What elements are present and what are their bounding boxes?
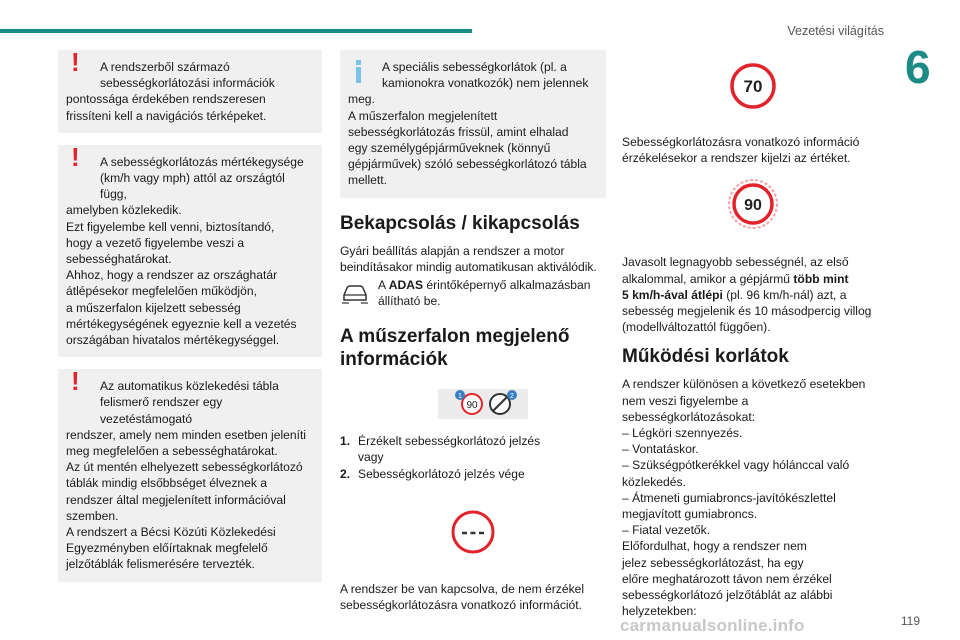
warning-note-3: ! Az automatikus közlekedési tábla felismerő rendszer egy vezetéstámogató rendszer, amely nem minden esetben jeleníti meg megfelelően a sebességhatárokat. Az út mentén elhelyezett sebességkorlátozó táblák mindig elsőbbséget élveznek a rendszer által megjelenített információval szemben. A rendszert a Bécsi Közúti Közlekedési Egyezményben előírtaknak megfelelő jelzőtáblák felismerésére tervezték. [58, 369, 322, 581]
speed-limit-70-icon [729, 62, 777, 110]
warning-icon [71, 60, 83, 80]
column-left [58, 50, 322, 594]
para-factory-setting: Gyári beállítás alapján a rendszer a motor beindításakor mindig automatikusan aktiválódik. [340, 243, 597, 274]
warning-note-1: ! A rendszerből származó sebességkorlátozási információk pontossága érdekében rendszeresen frissíteni kell a navigációs térképeket. [58, 50, 322, 133]
para-no-info: A rendszer be van kapcsolva, de nem érzékel sebességkorlátozásra vonatkozó információt. [340, 581, 585, 612]
header-accent-bar [0, 29, 472, 33]
speed-sign-pair-icon [438, 389, 528, 419]
heading-on-off: Bekapcsolás / kikapcsolás [340, 212, 580, 234]
column-middle [340, 50, 606, 613]
no-info-sign [340, 509, 606, 555]
warning-note-2: ! A sebességkorlátozás mértékegysége (km/h vagy mph) attól az országtól függ, amelyben közlekedik. Ezt figyelembe kell venni, biztosítandó, hogy a vezető figyelembe veszi a sebességhatárokat. Ahhoz, hogy a rendszer az országhatár átlépésekor megfelelően működjön, a műszerfalon kijelzett sebesség mértékegységének egyeznie kell a vezetés országában hivatalos mértékegységgel. [58, 145, 322, 357]
list-item: 1. Érzékelt sebességkorlátozó jelzés vagy [340, 434, 541, 465]
numbered-list [340, 433, 606, 483]
info-icon [353, 60, 365, 80]
page-number: 119 [900, 614, 920, 628]
sign-illustration [438, 389, 528, 419]
heading-limits: Működési korlátok [622, 346, 789, 368]
sign-90-flashing [622, 178, 884, 230]
watermark: carmanualsonline.info [620, 616, 805, 635]
list-item: 2. Sebességkorlátozó jelzés vége [340, 467, 525, 482]
para-limitations: A rendszer különösen a következő esetekben nem veszi figyelembe a sebességkorlátozásokat: – Légköri szennyezés. – Vontatáskor. – Szükségpótkerékkel vagy hólánccal való közlekedés. – Átmeneti gumiabroncs-javítókészlettel megjavított gumiabroncs. – Fiatal vezetők. Előfordulhat, hogy a rendszer nem jelez sebességkorlátozást, ha egy előre meghatározott távon nem érzékel sebességkorlátozó jelzőtáblát az alábbi helyzetekben: [622, 377, 866, 619]
heading-dashboard-info: A műszerfalon megjelenő információk [340, 326, 570, 371]
sign-90-flashing-value: 90 [744, 197, 762, 215]
sign-90-value: 90 [466, 400, 478, 412]
car-adas-icon [340, 281, 370, 305]
badge-2: 2 [510, 393, 514, 401]
adas-setting: A ADAS érintőképernyő alkalmazásban állítható be. [340, 277, 606, 313]
speed-limit-90-flashing-icon [727, 178, 779, 230]
column-right [622, 50, 884, 619]
dashed-sign-icon [450, 509, 496, 555]
warning-icon [71, 155, 83, 175]
badge-1: 1 [458, 393, 462, 401]
section-title: Vezetési világítás [787, 24, 884, 38]
sign-70 [622, 62, 884, 110]
para-detected: Sebességkorlátozásra vonatkozó információ érzékelésekor a rendszer kijelzi az értéket. [622, 135, 860, 166]
para-overspeed: Javasolt legnagyobb sebességnél, az első alkalommal, amikor a gépjármű több mint 5 km/h-ával átlépi (pl. 96 km/h-nál) azt, a sebesség megjelenik és 10 másodpercig villog (modellváltozattól függően). [622, 255, 872, 335]
chapter-number: 6 [905, 41, 931, 93]
warning-icon [71, 379, 83, 399]
sign-70-value: 70 [743, 77, 763, 96]
adas-label: ADAS [388, 278, 424, 293]
info-note: A speciális sebességkorlátok (pl. a kamionokra vonatkozók) nem jelennek meg. A műszerfalon megjelenített sebességkorlátozás frissül, amint elhalad egy személygépjárműveknek (könnyű gépjárművek) szóló sebességkorlátozó tábla mellett. [340, 50, 606, 198]
